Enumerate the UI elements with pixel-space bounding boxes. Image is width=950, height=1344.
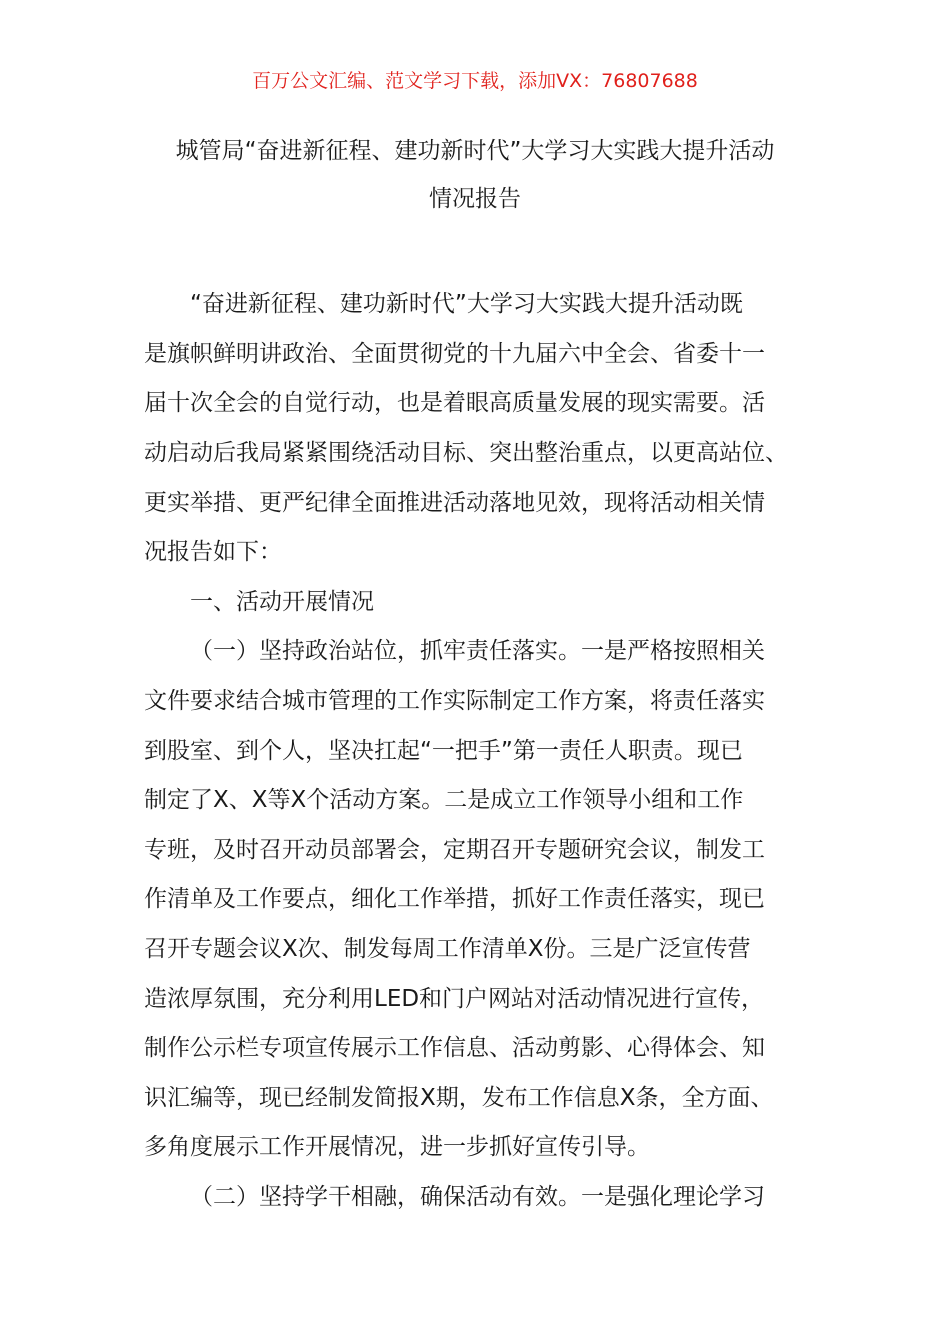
body-line: 专班，及时召开动员部署会，定期召开专题研究会议，制发工 xyxy=(144,837,765,863)
section-heading: 一、活动开展情况 xyxy=(190,589,374,615)
body-line: 召开专题会议X次、制发每周工作清单X份。三是广泛宣传营 xyxy=(144,936,751,962)
document-title-line-2: 情况报告 xyxy=(429,186,521,212)
body-line: 制定了X、X等X个活动方案。二是成立工作领导小组和工作 xyxy=(144,787,744,813)
body-line: （一）坚持政治站位，抓牢责任落实。一是严格按照相关 xyxy=(190,638,765,664)
body-line: 况报告如下： xyxy=(144,539,282,565)
body-line: 更实举措、更严纪律全面推进活动落地见效，现将活动相关情 xyxy=(144,490,765,516)
body-line: 文件要求结合城市管理的工作实际制定工作方案，将责任落实 xyxy=(144,688,765,714)
body-line: 到股室、到个人，坚决扛起“一把手”第一责任人职责。现已 xyxy=(144,738,743,764)
body-line: 是旗帜鲜明讲政治、全面贯彻党的十九届六中全会、省委十一 xyxy=(144,341,765,367)
body-line: 识汇编等，现已经制发简报X期，发布工作信息X条，全方面、 xyxy=(144,1085,774,1111)
body-line: 作清单及工作要点，细化工作举措，抓好工作责任落实，现已 xyxy=(144,886,765,912)
body-line: “奋进新征程、建功新时代”大学习大实践大提升活动既 xyxy=(190,291,743,317)
body-line: 动启动后我局紧紧围绕活动目标、突出整治重点，以更高站位、 xyxy=(144,440,788,466)
body-line: 届十次全会的自觉行动，也是着眼高质量发展的现实需要。活 xyxy=(144,390,765,416)
body-line: 多角度展示工作开展情况，进一步抓好宣传引导。 xyxy=(144,1134,650,1160)
document-title-line-1: 城管局“奋进新征程、建功新时代”大学习大实践大提升活动 xyxy=(175,138,775,164)
body-line: （二）坚持学干相融，确保活动有效。一是强化理论学习 xyxy=(190,1184,765,1210)
body-line: 制作公示栏专项宣传展示工作信息、活动剪影、心得体会、知 xyxy=(144,1035,765,1061)
body-line: 造浓厚氛围，充分利用LED和门户网站对活动情况进行宣传， xyxy=(144,986,765,1012)
header-banner: 百万公文汇编、范文学习下载，添加VX：76807688 xyxy=(252,70,698,92)
